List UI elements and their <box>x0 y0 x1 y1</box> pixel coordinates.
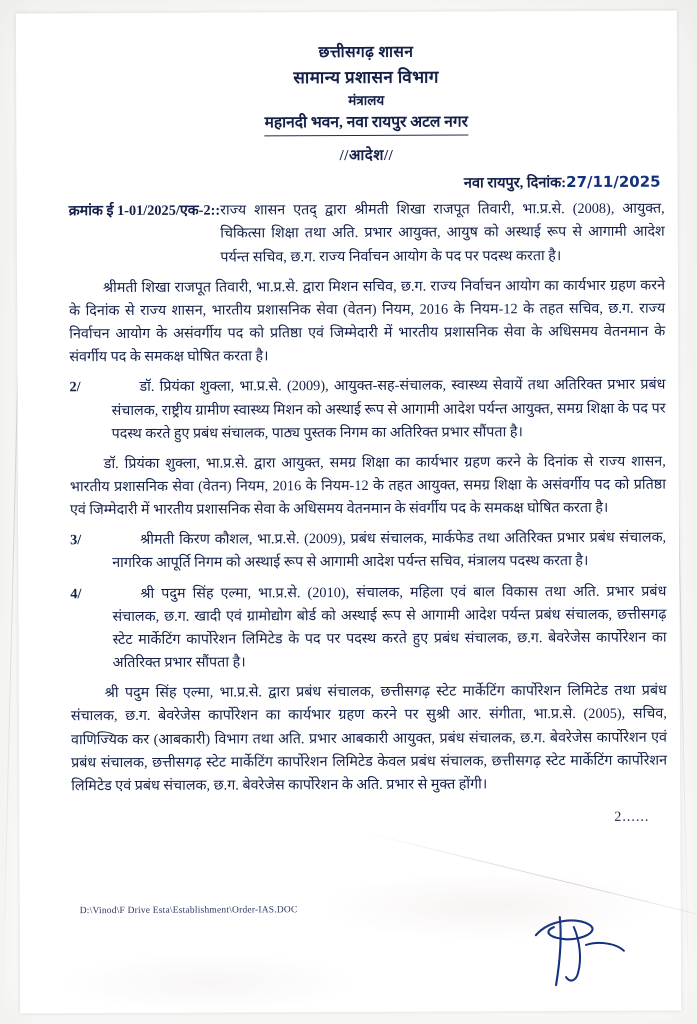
order-number-block <box>69 198 665 270</box>
order-heading: //आदेश// <box>339 148 394 165</box>
item-number-2: 2/ <box>69 379 81 396</box>
file-path-footer: D:\Vinod\F Drive Esta\Establishment\Order-IAS.DOC <box>79 905 298 917</box>
item-number-4: 4/ <box>70 585 82 602</box>
date-handwritten: 27/11/2025 <box>566 172 661 192</box>
paragraph-1: श्रीमती शिखा राजपूत तिवारी, भा.प्र.से. द्वारा मिशन सचिव, छ.ग. राज्य निर्वाचन आयोग का कार्यभार ग्रहण करने के दिनांक से राज्य शासन, भारतीय प्रशासनिक सेवा (वेतन) नियम, 2016 के नियम-12 के तहत सचिव, छ.ग. राज्य निर्वाचन आयोग के असंवर्गीय पद को प्रतिष्ठा एवं जिम्मेदारी में भारतीय प्रशासनिक सेवा के अधिसमय वेतनमान के संवर्गीय पद के समकक्ष घोषित करता है। <box>69 277 666 366</box>
signature-mark <box>520 911 650 992</box>
address-line: महानदी भवन, नवा रायपुर अटल नगर <box>265 112 468 137</box>
document-content <box>68 41 667 829</box>
paper-sheet <box>16 11 681 1014</box>
item-number-3: 3/ <box>70 532 82 549</box>
government-name: छत्तीसगढ़ शासन <box>318 43 414 62</box>
ministry-name: मंत्रालय <box>348 92 385 109</box>
numbered-item-3 <box>70 527 666 576</box>
item-2-paragraph-1: डॉ. प्रियंका शुक्ला, भा.प्र.से. (2009), आयुक्त-सह-संचालक, स्वास्थ्य सेवायें तथा अतिरिक्त प्रभार प्रबंध संचालक, राष्ट्रीय ग्रामीण स्वास्थ्य मिशन को अस्थाई रूप से आगामी आदेश पर्यन्त आयुक्त, समग्र शिक्षा के पद पर पदस्थ करते हुए प्रबंध संचालक, पाठ्य पुस्तक निगम का अतिरिक्त प्रभार सौंपता है। <box>111 376 666 442</box>
numbered-item-4 <box>70 580 666 675</box>
item-4-paragraph-2: श्री पदुम सिंह एल्मा, भा.प्र.से. द्वारा प्रबंध संचालक, छत्तीसगढ़ स्टेट मार्केटिंग कार्पोरेशन लिमिटेड तथा प्रबंध संचालक, छ.ग. बेवरेजेस कार्पोरेशन का कार्यभार ग्रहण करने पर सुश्री आर. संगीता, भा.प्र.से. (2005), सचिव, वाणिज्यिक कर (आबकारी) विभाग तथा अति. प्रभार आबकारी आयुक्त, प्रबंध संचालक, छ.ग. बेवरेजेस कार्पोरेशन एवं प्रबंध संचालक, छत्तीसगढ़ स्टेट मार्केटिंग कार्पोरेशन लिमिटेड केवल प्रबंध संचालक, छत्तीसगढ़ स्टेट मार्केटिंग कार्पोरेशन लिमिटेड एवं प्रबंध संचालक, छ.ग. बेवरेजेस कार्पोरेशन के अति. प्रभार से मुक्त होंगी। <box>70 682 668 795</box>
item-2-paragraph-2: डॉ. प्रियंका शुक्ला, भा.प्र.से. द्वारा आयुक्त, समग्र शिक्षा का कार्यभार ग्रहण करने के दिनांक से राज्य शासन, भारतीय प्रशासनिक सेवा (वेतन) नियम, 2016 के नियम-12 के तहत आयुक्त, समग्र शिक्षा के असंवर्गीय पद को प्रतिष्ठा एवं जिम्मेदारी में भारतीय प्रशासनिक सेवा के अधिसमय वेतनमान के संवर्गीय पद के समकक्ष घोषित करता है। <box>69 453 666 519</box>
order-number-label: क्रमांक ई 1-01/2025/एक-2:: <box>68 202 221 220</box>
page-continuation: 2...... <box>614 809 650 825</box>
item-3-paragraph-1: श्रीमती किरण कौशल, भा.प्र.से. (2009), प्रबंध संचालक, मार्कफेड तथा अतिरिक्त प्रभार प्रबंध संचालक, नागरिक आपूर्ति निगम को अस्थाई रूप से आगामी आदेश पर्यन्त सचिव, मंत्रालय पदस्थ करता है। <box>112 529 667 572</box>
place-date-line <box>69 172 665 195</box>
order-number-body: राज्य शासन एतद् द्वारा श्रीमती शिखा राजपूत तिवारी, भा.प्र.से. (2008), आयुक्त, चिकित्सा शिक्षा तथा अति. प्रभार आयुक्त, आयुष को अस्थाई रूप से आगामी आदेश पर्यन्त सचिव, छ.ग. राज्य निर्वाचन आयोग के पद पर पदस्थ करता है। <box>220 200 665 266</box>
numbered-item-2 <box>69 374 665 446</box>
paper-smudge-left <box>60 952 360 1013</box>
place-date-label: नवा रायपुर, दिनांक: <box>463 175 567 192</box>
letterhead <box>68 41 664 138</box>
department-name: सामान्य प्रशासन विभाग <box>293 67 439 88</box>
item-4-paragraph-1: श्री पदुम सिंह एल्मा, भा.प्र.से. (2010), संचालक, महिला एवं बाल विकास तथा अति. प्रभार प्रबंध संचालक, छ.ग. खादी एवं ग्रामोद्योग बोर्ड को अस्थाई रूप से आगामी आदेश पर्यन्त प्रबंध संचालक, छत्तीसगढ़ स्टेट मार्केटिंग कार्पोरेशन लिमिटेड के पद पर पदस्थ करते हुए प्रबंध संचालक, छ.ग. बेवरेजेस कार्पोरेशन का अतिरिक्त प्रभार सौंपता है। <box>112 583 667 672</box>
